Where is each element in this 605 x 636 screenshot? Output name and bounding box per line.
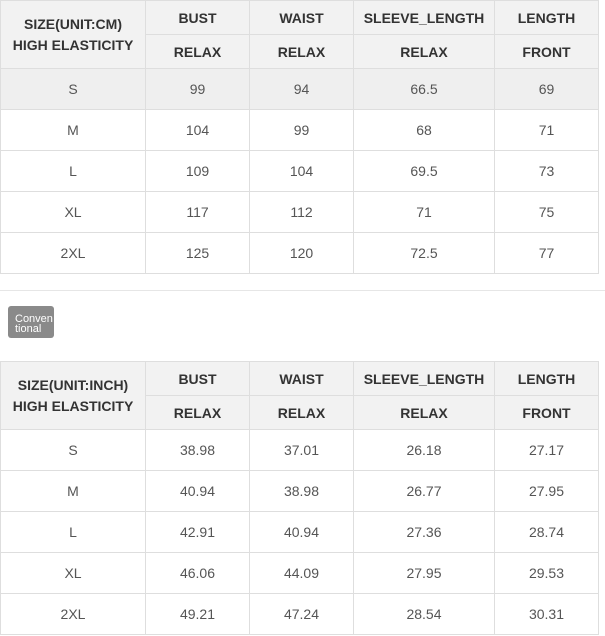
value-cell: 28.54 [354,594,495,635]
value-cell: 71 [354,192,495,233]
column-header-bust: BUST [146,1,250,35]
table-row [1,233,599,274]
value-cell: 125 [146,233,250,274]
column-subheader: RELAX [354,396,495,430]
corner-cell [1,1,146,69]
size-cell: XL [1,192,146,233]
size-cell: M [1,471,146,512]
value-cell: 99 [146,69,250,110]
column-subheader: RELAX [250,396,354,430]
size-cell: XL [1,553,146,594]
value-cell: 47.24 [250,594,354,635]
size-table-inch [0,361,599,635]
value-cell: 49.21 [146,594,250,635]
size-cell: L [1,512,146,553]
table-row [1,594,599,635]
value-cell: 38.98 [146,430,250,471]
value-cell: 29.53 [495,553,599,594]
value-cell: 109 [146,151,250,192]
elasticity-label: HIGH ELASTICITY [12,36,134,53]
value-cell: 27.17 [495,430,599,471]
size-cell: S [1,430,146,471]
elasticity-label: HIGH ELASTICITY [12,397,134,414]
section-divider [0,290,605,291]
value-cell: 27.95 [495,471,599,512]
corner-cell [1,362,146,430]
table-row [1,192,599,233]
value-cell: 37.01 [250,430,354,471]
value-cell: 66.5 [354,69,495,110]
column-header-waist: WAIST [250,362,354,396]
value-cell: 120 [250,233,354,274]
size-table-cm [0,0,599,274]
value-cell: 68 [354,110,495,151]
value-cell: 72.5 [354,233,495,274]
value-cell: 73 [495,151,599,192]
size-cell: M [1,110,146,151]
table-row [1,69,599,110]
table-row [1,110,599,151]
column-subheader: RELAX [146,35,250,69]
table-row [1,430,599,471]
size-cell: S [1,69,146,110]
value-cell: 69.5 [354,151,495,192]
value-cell: 28.74 [495,512,599,553]
column-subheader: RELAX [250,35,354,69]
value-cell: 69 [495,69,599,110]
table-row [1,553,599,594]
value-cell: 27.36 [354,512,495,553]
table-row [1,151,599,192]
unit-conversion-button[interactable] [8,306,54,338]
column-header-waist: WAIST [250,1,354,35]
column-header-sleeve-length: SLEEVE_LENGTH [354,1,495,35]
value-cell: 30.31 [495,594,599,635]
size-cell: 2XL [1,594,146,635]
column-header-length: LENGTH [495,362,599,396]
value-cell: 77 [495,233,599,274]
column-subheader: RELAX [146,396,250,430]
value-cell: 26.77 [354,471,495,512]
size-cell: L [1,151,146,192]
table-row [1,512,599,553]
value-cell: 42.91 [146,512,250,553]
unit-label: SIZE(UNIT:INCH) [17,376,129,393]
value-cell: 112 [250,192,354,233]
column-header-length: LENGTH [495,1,599,35]
table-row [1,471,599,512]
value-cell: 71 [495,110,599,151]
value-cell: 75 [495,192,599,233]
size-cell: 2XL [1,233,146,274]
column-subheader: FRONT [495,35,599,69]
conversion-button-label: Conventional [15,313,53,335]
value-cell: 94 [250,69,354,110]
column-header-bust: BUST [146,362,250,396]
value-cell: 40.94 [250,512,354,553]
value-cell: 40.94 [146,471,250,512]
value-cell: 117 [146,192,250,233]
value-cell: 104 [146,110,250,151]
value-cell: 26.18 [354,430,495,471]
header-row [1,362,599,396]
value-cell: 38.98 [250,471,354,512]
column-subheader: FRONT [495,396,599,430]
value-cell: 46.06 [146,553,250,594]
value-cell: 104 [250,151,354,192]
value-cell: 27.95 [354,553,495,594]
column-header-sleeve-length: SLEEVE_LENGTH [354,362,495,396]
unit-label: SIZE(UNIT:CM) [24,15,122,32]
column-subheader: RELAX [354,35,495,69]
value-cell: 99 [250,110,354,151]
header-row [1,1,599,35]
value-cell: 44.09 [250,553,354,594]
